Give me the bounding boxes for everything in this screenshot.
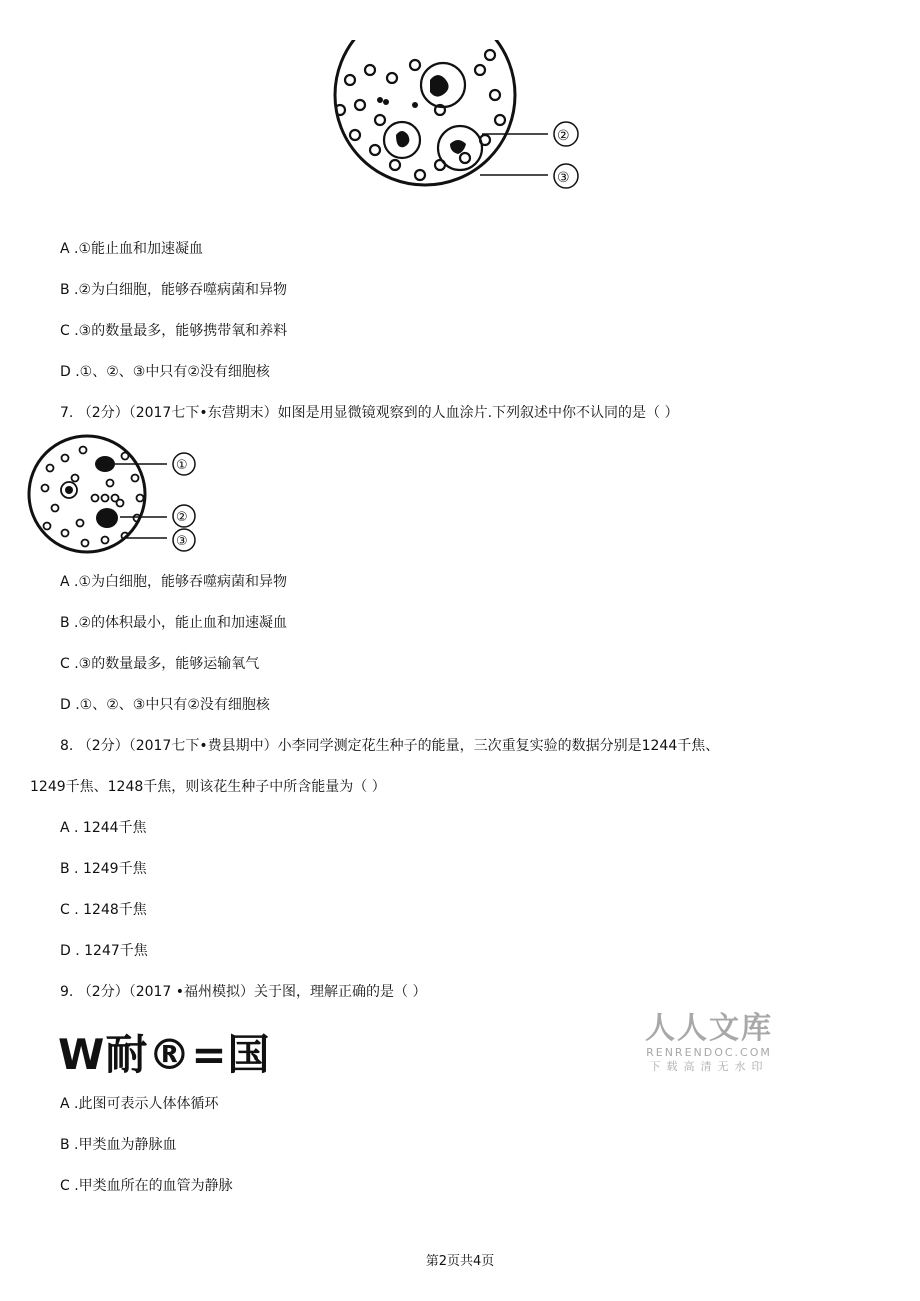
q9-figure-text: W耐®=国 [58, 1030, 271, 1079]
watermark-tagline: 下载高清无水印 [649, 1060, 769, 1073]
figure-label-2: ② [557, 128, 570, 144]
watermark-url: RENRENDOC.COM [646, 1046, 772, 1059]
q9-option-b[interactable]: B .甲类血为静脉血 [60, 1137, 177, 1153]
q9-question-text: 9. （2分）（2017 •福州模拟）关于图，理解正确的是（ ） [60, 984, 427, 1000]
q7-option-a[interactable]: A .①为白细胞，能够吞噬病菌和异物 [60, 574, 288, 590]
q7-option-d[interactable]: D .①、②、③中只有②没有细胞核 [60, 697, 270, 713]
page-number: 第2页共4页 [425, 1254, 495, 1269]
q6-option-b[interactable]: B .②为白细胞，能够吞噬病菌和异物 [60, 282, 288, 298]
q7-option-c[interactable]: C .③的数量最多，能够运输氧气 [60, 656, 260, 672]
q8-question-text-cont: 1249千焦、1248千焦，则该花生种子中所含能量为（ ） [30, 779, 386, 795]
q8-option-a[interactable]: A . 1244千焦 [60, 820, 147, 836]
q6-option-a[interactable]: A .①能止血和加速凝血 [60, 241, 204, 257]
q9-option-a[interactable]: A .此图可表示人体体循环 [60, 1096, 219, 1112]
q8-question-text: 8. （2分）（2017七下•费县期中）小李同学测定花生种子的能量，三次重复实验的数据分别是1244千焦、 [60, 738, 720, 754]
figure-label-2: ② [176, 510, 188, 525]
blood-smear-figure-q6 [320, 40, 600, 220]
watermark-title: 人人文库 [645, 1011, 773, 1046]
blood-smear-figure-q7 [25, 428, 225, 568]
figure-label-3: ③ [176, 534, 188, 549]
watermark [645, 1012, 773, 1074]
figure-label-3: ③ [557, 170, 570, 186]
q8-option-d[interactable]: D . 1247千焦 [60, 943, 148, 959]
q9-option-c[interactable]: C .甲类血所在的血管为静脉 [60, 1178, 233, 1194]
q8-option-c[interactable]: C . 1248千焦 [60, 902, 147, 918]
q7-question-text: 7. （2分）（2017七下•东营期末）如图是用显微镜观察到的人血涂片.下列叙述中你不认同的是（ ） [60, 405, 679, 421]
q6-option-c[interactable]: C .③的数量最多，能够携带氧和养料 [60, 323, 288, 339]
q6-option-d[interactable]: D .①、②、③中只有②没有细胞核 [60, 364, 270, 380]
q8-option-b[interactable]: B . 1249千焦 [60, 861, 147, 877]
q7-option-b[interactable]: B .②的体积最小，能止血和加速凝血 [60, 615, 288, 631]
figure-label-1: ① [176, 458, 188, 473]
